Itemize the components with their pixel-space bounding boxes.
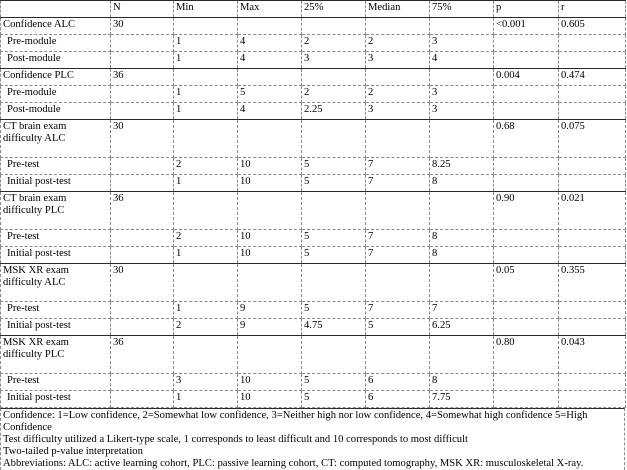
empty-cell — [111, 35, 174, 52]
header-cell-n: N — [111, 1, 174, 18]
median-cell: 6 — [366, 374, 430, 391]
group-r-cell: 0.474 — [559, 69, 626, 86]
footnote-p-value: Two-tailed p-value interpretation — [3, 446, 143, 457]
q3-cell: 8 — [430, 374, 494, 391]
q3-cell: 8.25 — [430, 158, 494, 175]
header-cell-q1: 25% — [302, 1, 366, 18]
empty-cell — [430, 192, 494, 230]
min-cell: 1 — [174, 175, 238, 192]
q3-cell: 7 — [430, 302, 494, 319]
empty-cell — [494, 158, 559, 175]
empty-cell — [174, 264, 238, 302]
row-label: Initial post-test — [1, 247, 111, 264]
median-cell: 7 — [366, 175, 430, 192]
header-cell-r: r — [559, 1, 626, 18]
empty-cell — [238, 18, 302, 35]
empty-cell — [494, 52, 559, 69]
min-cell: 1 — [174, 103, 238, 120]
row-label: Pre-module — [1, 35, 111, 52]
median-cell: 7 — [366, 230, 430, 247]
min-cell: 1 — [174, 86, 238, 103]
min-cell: 1 — [174, 391, 238, 408]
row-label: Pre-test — [1, 374, 111, 391]
group-label: Confidence ALC — [1, 18, 111, 35]
empty-cell — [430, 120, 494, 158]
min-cell: 1 — [174, 302, 238, 319]
empty-cell — [430, 264, 494, 302]
group-r-cell: 0.355 — [559, 264, 626, 302]
empty-cell — [111, 247, 174, 264]
empty-cell — [111, 52, 174, 69]
empty-cell — [494, 302, 559, 319]
table-row — [1, 374, 626, 391]
empty-cell — [559, 247, 626, 264]
empty-cell — [494, 319, 559, 336]
empty-cell — [559, 103, 626, 120]
group-label: MSK XR exam difficulty ALC — [1, 264, 111, 302]
q1-cell: 5 — [302, 230, 366, 247]
empty-cell — [494, 230, 559, 247]
group-n-cell: 30 — [111, 120, 174, 158]
median-cell: 6 — [366, 391, 430, 408]
median-cell: 5 — [366, 319, 430, 336]
empty-cell — [111, 391, 174, 408]
group-label: MSK XR exam difficulty PLC — [1, 336, 111, 374]
header-cell-max: Max — [238, 1, 302, 18]
table-row — [1, 230, 626, 247]
row-label: Pre-test — [1, 302, 111, 319]
group-n-cell: 30 — [111, 264, 174, 302]
empty-cell — [174, 120, 238, 158]
min-cell: 2 — [174, 158, 238, 175]
q1-cell: 2 — [302, 86, 366, 103]
max-cell: 10 — [238, 158, 302, 175]
q3-cell: 8 — [430, 175, 494, 192]
table-row — [1, 158, 626, 175]
empty-cell — [302, 120, 366, 158]
group-row — [1, 192, 626, 230]
table-header-row — [1, 1, 626, 18]
empty-cell — [559, 175, 626, 192]
footnote-difficulty-scale: Test difficulty utilized a Likert-type scale, 1 corresponds to least difficult and 10 corresponds to most difficult — [3, 434, 468, 445]
group-p-cell: 0.80 — [494, 336, 559, 374]
row-label: Post-module — [1, 52, 111, 69]
max-cell: 10 — [238, 374, 302, 391]
empty-cell — [430, 69, 494, 86]
table-row — [1, 35, 626, 52]
table-footnotes — [0, 408, 625, 470]
empty-cell — [174, 18, 238, 35]
median-cell: 2 — [366, 86, 430, 103]
empty-cell — [559, 158, 626, 175]
q3-cell: 7.75 — [430, 391, 494, 408]
empty-cell — [366, 69, 430, 86]
group-p-cell: 0.68 — [494, 120, 559, 158]
empty-cell — [366, 264, 430, 302]
header-cell-label — [1, 1, 111, 18]
empty-cell — [559, 52, 626, 69]
row-label: Initial post-test — [1, 319, 111, 336]
max-cell: 10 — [238, 247, 302, 264]
empty-cell — [174, 336, 238, 374]
q1-cell: 5 — [302, 175, 366, 192]
max-cell: 9 — [238, 302, 302, 319]
group-p-cell: <0.001 — [494, 18, 559, 35]
q1-cell: 4.75 — [302, 319, 366, 336]
q1-cell: 2.25 — [302, 103, 366, 120]
empty-cell — [302, 336, 366, 374]
q1-cell: 2 — [302, 35, 366, 52]
empty-cell — [238, 69, 302, 86]
q1-cell: 5 — [302, 158, 366, 175]
row-label: Pre-test — [1, 158, 111, 175]
empty-cell — [494, 175, 559, 192]
group-r-cell: 0.075 — [559, 120, 626, 158]
group-label: Confidence PLC — [1, 69, 111, 86]
empty-cell — [111, 158, 174, 175]
empty-cell — [559, 374, 626, 391]
empty-cell — [366, 120, 430, 158]
empty-cell — [366, 192, 430, 230]
header-cell-p: p — [494, 1, 559, 18]
q3-cell: 8 — [430, 230, 494, 247]
empty-cell — [111, 103, 174, 120]
row-label: Pre-test — [1, 230, 111, 247]
median-cell: 7 — [366, 247, 430, 264]
group-r-cell: 0.021 — [559, 192, 626, 230]
empty-cell — [302, 69, 366, 86]
statistics-table-body — [1, 1, 626, 408]
median-cell: 2 — [366, 35, 430, 52]
group-label: CT brain exam difficulty ALC — [1, 120, 111, 158]
group-row — [1, 120, 626, 158]
median-cell: 7 — [366, 302, 430, 319]
footnote-confidence-scale: Confidence: 1=Low confidence, 2=Somewhat low confidence, 3=Neither high nor low confidence, 4=Somewhat high confidence 5=High Confidence — [3, 410, 588, 433]
table-row — [1, 391, 626, 408]
empty-cell — [494, 374, 559, 391]
max-cell: 10 — [238, 391, 302, 408]
min-cell: 2 — [174, 230, 238, 247]
header-cell-median: Median — [366, 1, 430, 18]
group-row — [1, 336, 626, 374]
empty-cell — [366, 18, 430, 35]
table-row — [1, 103, 626, 120]
q3-cell: 3 — [430, 35, 494, 52]
median-cell: 7 — [366, 158, 430, 175]
min-cell: 1 — [174, 247, 238, 264]
q3-cell: 3 — [430, 86, 494, 103]
max-cell: 9 — [238, 319, 302, 336]
group-row — [1, 69, 626, 86]
empty-cell — [174, 69, 238, 86]
group-n-cell: 36 — [111, 336, 174, 374]
empty-cell — [302, 18, 366, 35]
header-cell-q3: 75% — [430, 1, 494, 18]
table-row — [1, 175, 626, 192]
max-cell: 10 — [238, 175, 302, 192]
empty-cell — [174, 192, 238, 230]
max-cell: 5 — [238, 86, 302, 103]
q1-cell: 3 — [302, 52, 366, 69]
table-row — [1, 302, 626, 319]
empty-cell — [366, 336, 430, 374]
row-label: Initial post-test — [1, 391, 111, 408]
min-cell: 3 — [174, 374, 238, 391]
empty-cell — [559, 35, 626, 52]
group-p-cell: 0.90 — [494, 192, 559, 230]
group-n-cell: 36 — [111, 69, 174, 86]
empty-cell — [238, 336, 302, 374]
table-row — [1, 52, 626, 69]
max-cell: 4 — [238, 35, 302, 52]
empty-cell — [430, 336, 494, 374]
q1-cell: 5 — [302, 374, 366, 391]
table-row — [1, 319, 626, 336]
max-cell: 10 — [238, 230, 302, 247]
q3-cell: 3 — [430, 103, 494, 120]
table-row — [1, 86, 626, 103]
empty-cell — [559, 302, 626, 319]
empty-cell — [559, 230, 626, 247]
empty-cell — [559, 391, 626, 408]
empty-cell — [111, 230, 174, 247]
empty-cell — [238, 264, 302, 302]
row-label: Post-module — [1, 103, 111, 120]
q1-cell: 5 — [302, 302, 366, 319]
empty-cell — [494, 247, 559, 264]
max-cell: 4 — [238, 103, 302, 120]
q1-cell: 5 — [302, 391, 366, 408]
group-r-cell: 0.043 — [559, 336, 626, 374]
min-cell: 1 — [174, 35, 238, 52]
group-r-cell: 0.605 — [559, 18, 626, 35]
max-cell: 4 — [238, 52, 302, 69]
q3-cell: 4 — [430, 52, 494, 69]
empty-cell — [559, 319, 626, 336]
empty-cell — [494, 35, 559, 52]
group-p-cell: 0.004 — [494, 69, 559, 86]
group-n-cell: 36 — [111, 192, 174, 230]
footnote-abbreviations: Abbreviations: ALC: active learning cohort, PLC: passive learning cohort, CT: computed tomography, MSK XR: musculoskeletal X-ray. — [3, 458, 584, 469]
empty-cell — [111, 175, 174, 192]
empty-cell — [494, 103, 559, 120]
group-row — [1, 18, 626, 35]
empty-cell — [494, 391, 559, 408]
empty-cell — [111, 302, 174, 319]
table-row — [1, 247, 626, 264]
row-label: Initial post-test — [1, 175, 111, 192]
q1-cell: 5 — [302, 247, 366, 264]
group-label: CT brain exam difficulty PLC — [1, 192, 111, 230]
empty-cell — [494, 86, 559, 103]
empty-cell — [238, 120, 302, 158]
group-row — [1, 264, 626, 302]
q3-cell: 8 — [430, 247, 494, 264]
median-cell: 3 — [366, 52, 430, 69]
header-cell-min: Min — [174, 1, 238, 18]
q3-cell: 6.25 — [430, 319, 494, 336]
empty-cell — [111, 374, 174, 391]
row-label: Pre-module — [1, 86, 111, 103]
empty-cell — [559, 86, 626, 103]
group-n-cell: 30 — [111, 18, 174, 35]
group-p-cell: 0.05 — [494, 264, 559, 302]
empty-cell — [111, 319, 174, 336]
empty-cell — [430, 18, 494, 35]
min-cell: 2 — [174, 319, 238, 336]
min-cell: 1 — [174, 52, 238, 69]
empty-cell — [238, 192, 302, 230]
empty-cell — [302, 264, 366, 302]
median-cell: 3 — [366, 103, 430, 120]
empty-cell — [111, 86, 174, 103]
empty-cell — [302, 192, 366, 230]
